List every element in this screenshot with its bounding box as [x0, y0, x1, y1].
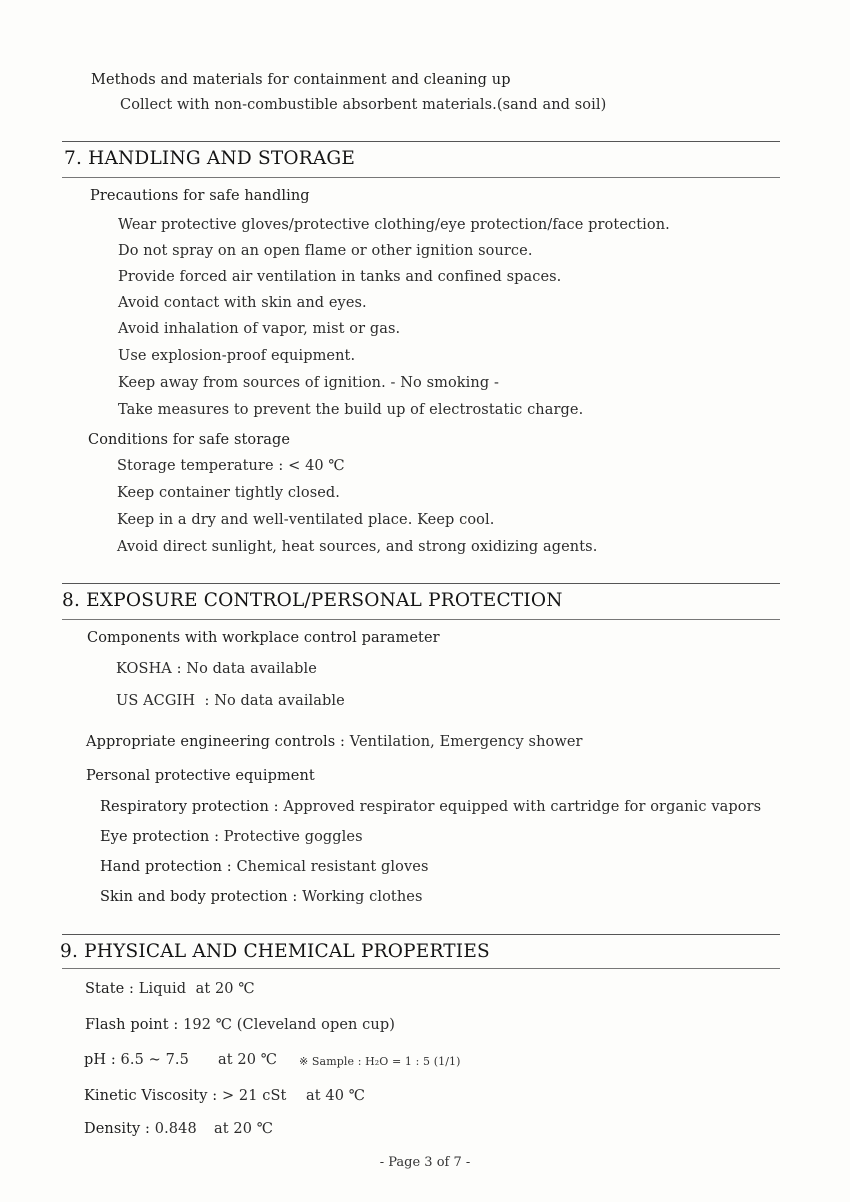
- storage-heading: Conditions for safe storage: [88, 432, 291, 448]
- handling-item: Use explosion-proof equipment.: [118, 348, 356, 364]
- state-row: [85, 980, 255, 998]
- handling-item: Do not spray on an open flame or other ignition source.: [118, 243, 533, 259]
- engineering-label: Appropriate engineering controls :: [86, 734, 345, 750]
- ppe-row: [100, 798, 761, 816]
- density-value: 0.848: [154, 1121, 197, 1137]
- kosha-label: KOSHA: [116, 661, 172, 677]
- section-9-top-rule: [62, 934, 780, 935]
- ph-condition: at 20 ℃: [218, 1052, 278, 1068]
- ppe-label: Skin and body protection :: [100, 889, 298, 905]
- section-7-title: 7. HANDLING AND STORAGE: [64, 148, 356, 169]
- acgih-row: [116, 692, 345, 710]
- handling-item: Avoid inhalation of vapor, mist or gas.: [118, 321, 401, 337]
- page-number: - Page 3 of 7 -: [379, 1155, 471, 1170]
- section-8-top-rule: [62, 583, 780, 584]
- state-value: Liquid: [138, 981, 187, 997]
- ppe-value: Working clothes: [302, 889, 423, 905]
- ppe-heading: Personal protective equipment: [86, 768, 315, 784]
- state-condition: at 20 ℃: [195, 981, 255, 997]
- handling-item: Take measures to prevent the build up of electrostatic charge.: [118, 402, 584, 418]
- components-heading: Components with workplace control parameter: [87, 630, 440, 646]
- engineering-row: [86, 733, 583, 751]
- ppe-label: Respiratory protection :: [100, 799, 279, 815]
- engineering-value: Ventilation, Emergency shower: [349, 734, 583, 750]
- acgih-label: US ACGIH: [116, 693, 196, 709]
- ppe-value: Approved respirator equipped with cartridge for organic vapors: [283, 799, 762, 815]
- containment-heading: Methods and materials for containment and cleaning up: [91, 72, 511, 88]
- ph-row: [84, 1051, 189, 1069]
- state-label: State :: [85, 981, 135, 997]
- section-7-top-rule: [62, 141, 780, 142]
- density-label: Density :: [84, 1121, 151, 1137]
- containment-text: Collect with non-combustible absorbent materials.(sand and soil): [120, 97, 607, 113]
- acgih-value: : No data available: [204, 693, 345, 709]
- flash-row: [85, 1016, 395, 1034]
- density-condition: at 20 ℃: [214, 1121, 274, 1137]
- ppe-row: [100, 888, 423, 906]
- ph-sample-note: ※ Sample : H₂O = 1 : 5 (1/1): [299, 1055, 461, 1068]
- section-8-title: 8. EXPOSURE CONTROL/PERSONAL PROTECTION: [62, 590, 563, 611]
- viscosity-condition: at 40 ℃: [306, 1088, 366, 1104]
- ppe-row: [100, 828, 363, 846]
- flash-label: Flash point :: [85, 1017, 179, 1033]
- ppe-value: Protective goggles: [223, 829, 363, 845]
- storage-item: Keep in a dry and well-ventilated place. Keep cool.: [117, 512, 495, 528]
- viscosity-row: [84, 1087, 286, 1105]
- section-9-title: 9. PHYSICAL AND CHEMICAL PROPERTIES: [60, 941, 490, 962]
- kosha-value: : No data available: [176, 661, 317, 677]
- handling-heading: Precautions for safe handling: [90, 188, 310, 204]
- density-row: [84, 1120, 197, 1138]
- ph-label: pH :: [84, 1052, 116, 1068]
- storage-item: Storage temperature : < 40 ℃: [117, 458, 345, 474]
- section-9-bottom-rule: [62, 968, 780, 969]
- handling-item: Provide forced air ventilation in tanks and confined spaces.: [118, 269, 562, 285]
- handling-item: Keep away from sources of ignition. - No smoking -: [118, 375, 499, 391]
- viscosity-value: > 21 cSt: [221, 1088, 287, 1104]
- handling-item: Wear protective gloves/protective clothing/eye protection/face protection.: [118, 217, 670, 233]
- ph-value: 6.5 ~ 7.5: [120, 1052, 189, 1068]
- ppe-label: Eye protection :: [100, 829, 220, 845]
- kosha-row: [116, 660, 317, 678]
- ppe-row: [100, 858, 429, 876]
- ppe-label: Hand protection :: [100, 859, 232, 875]
- section-8-bottom-rule: [62, 619, 780, 620]
- flash-value: 192 ℃ (Cleveland open cup): [183, 1017, 395, 1033]
- viscosity-label: Kinetic Viscosity :: [84, 1088, 218, 1104]
- section-7-bottom-rule: [62, 177, 780, 178]
- storage-item: Keep container tightly closed.: [117, 485, 341, 501]
- ppe-value: Chemical resistant gloves: [236, 859, 429, 875]
- handling-item: Avoid contact with skin and eyes.: [118, 295, 367, 311]
- storage-item: Avoid direct sunlight, heat sources, and strong oxidizing agents.: [117, 539, 598, 555]
